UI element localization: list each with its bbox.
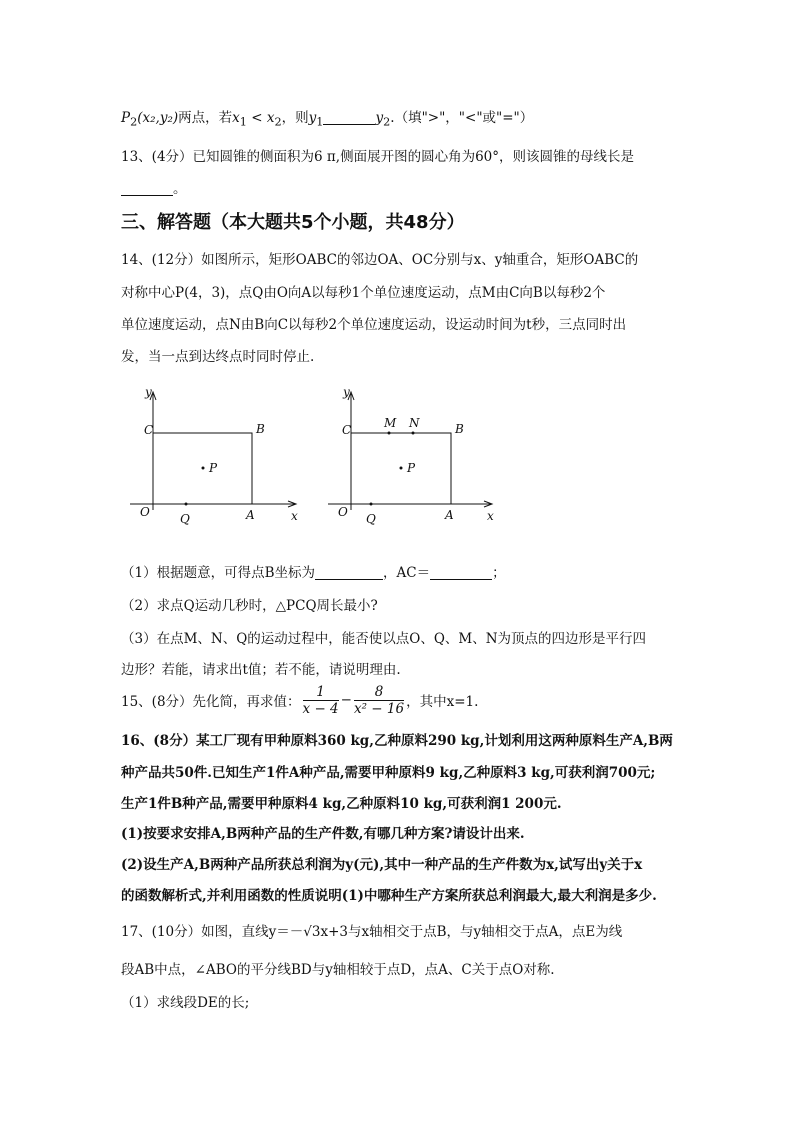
q17-part1: （1）求线段DE的长; <box>121 995 250 1011</box>
q12-point: P <box>121 110 131 126</box>
q15-f2-num: 8 <box>354 684 404 701</box>
q12-blank[interactable] <box>323 110 375 125</box>
q12-line: $P_2(x_2,y_2)$两点，若$x_1 < x_2$，则$y_1$ $y_2$.（填">"，"<"或"="） <box>121 110 534 129</box>
fig2-a-label: A <box>445 508 454 522</box>
q15-line <box>121 680 478 720</box>
q14-part2: （2）求点Q运动几秒时，△PCQ周长最小? <box>121 598 378 614</box>
q12-cond: 两点，若 <box>178 110 233 126</box>
fig2-p-label: P <box>407 461 416 475</box>
q12-y1: y <box>308 110 317 126</box>
q16-line5: (2)设生产A,B两种产品所获总利润为y(元),其中一种产品的生产件数为x,试写出y关于x <box>121 857 643 873</box>
q14-p1a: （1）根据题意，可得点B坐标为 <box>121 565 316 581</box>
q14-line4: 发，当一点到达终点时同时停止. <box>121 349 315 365</box>
q12-x1: x <box>232 110 240 126</box>
q14-part3b: 边形？若能，请求出t值；若不能，请说明理由. <box>121 662 401 678</box>
q15-post: ，其中x=1. <box>406 694 479 710</box>
q12-then: ，则 <box>281 110 309 126</box>
q17-line1b: x+3与x轴相交于点B，与y轴相交于点A，点E为线 <box>320 924 623 940</box>
q15-fraction-1 <box>303 684 339 717</box>
q17-line2: 段AB中点，∠ABO的平分线BD与y轴相较于点D，点A、C关于点O对称. <box>121 962 555 978</box>
fig1-c-label: C <box>144 423 154 437</box>
q14-blank-b[interactable] <box>315 565 383 580</box>
q17-sqrt: √3 <box>303 924 321 940</box>
q14-line1: 14、(12分）如图所示，矩形OABC的邻边OA、OC分别与x、y轴重合，矩形OABC的 <box>121 252 639 268</box>
q15-f1-den: x − 4 <box>302 700 339 717</box>
fig1-a-label: A <box>246 508 255 522</box>
q16-line2: 种产品共50件.已知生产1件A种产品,需要甲种原料9 kg,乙种原料3 kg,可获利润700元; <box>121 765 656 781</box>
fig1-b-label: B <box>256 422 265 436</box>
q12-point-sub: 2 <box>130 115 138 129</box>
q15-pre: 15、(8分）先化简，再求值： <box>121 694 301 710</box>
fig2-o-label: O <box>338 505 348 519</box>
q12-coords: (x₂,y₂) <box>137 110 179 126</box>
fig1-o-label: O <box>140 505 150 519</box>
q14-line3: 单位速度运动，点N由B向C以每秒2个单位速度运动，设运动时间为t秒，三点同时出 <box>121 317 627 333</box>
q13-end: 。 <box>173 181 187 197</box>
fig1-x-label: x <box>291 509 298 523</box>
q16-line6: 的函数解析式,并利用函数的性质说明(1)中哪种生产方案所获总利润最大,最大利润是多少. <box>121 888 657 904</box>
q13-answer-line <box>121 177 187 197</box>
q13-blank[interactable] <box>121 181 173 196</box>
q14-blank-ac[interactable] <box>430 565 492 580</box>
fig2-c-label: C <box>342 423 352 437</box>
figure-1 <box>120 382 310 532</box>
section-title: 三、解答题（本大题共5个小题，共48分） <box>121 212 465 233</box>
q15-minus: − <box>340 692 352 708</box>
fig2-n-label: N <box>409 416 420 430</box>
q15-f2-den: x² − 16 <box>353 700 405 717</box>
fig2-x-label: x <box>487 509 494 523</box>
fig1-q-label: Q <box>180 512 190 526</box>
q16-line3: 生产1件B种产品,需要甲种原料4 kg,乙种原料10 kg,可获利润1 200元. <box>121 796 562 812</box>
q14-part1 <box>121 561 506 581</box>
fig1-y-label: y <box>145 385 152 399</box>
fig2-b-label: B <box>455 422 464 436</box>
q14-line2: 对称中心P(4，3)，点Q由O向A以每秒1个单位速度运动，点M由C向B以每秒2个 <box>121 285 606 301</box>
q13-text: 13、(4分）已知圆锥的侧面积为6 π,侧面展开图的圆心角为60°，则该圆锥的母线长是 <box>121 149 635 165</box>
q15-fraction-2 <box>354 684 404 717</box>
q12-y2: y <box>375 110 384 126</box>
q17-line1a: 17、(10分）如图，直线y＝－ <box>121 924 304 940</box>
q16-line1: 16、(8分）某工厂现有甲种原料360 kg,乙种原料290 kg,计划利用这两种原料生产A,B两 <box>121 733 673 749</box>
fig2-m-label: M <box>384 416 397 430</box>
q14-p1b: ，AC＝ <box>383 565 431 581</box>
q14-p1c: ； <box>492 565 506 581</box>
figure-2 <box>316 382 506 532</box>
q17-line1 <box>121 920 622 940</box>
q12-lt: < <box>246 110 267 126</box>
fig2-q-label: Q <box>366 512 376 526</box>
q15-f1-num: 1 <box>303 684 339 701</box>
q12-fill: .（填">"，"<"或"="） <box>390 110 534 126</box>
fig1-p-label: P <box>209 461 218 475</box>
q16-line4: (1)按要求安排A,B两种产品的生产件数,有哪几种方案?请设计出来. <box>121 826 525 842</box>
q14-part3a: （3）在点M、N、Q的运动过程中，能否使以点O、Q、M、N为顶点的四边形是平行四 <box>121 631 647 647</box>
fig2-y-label: y <box>343 385 350 399</box>
